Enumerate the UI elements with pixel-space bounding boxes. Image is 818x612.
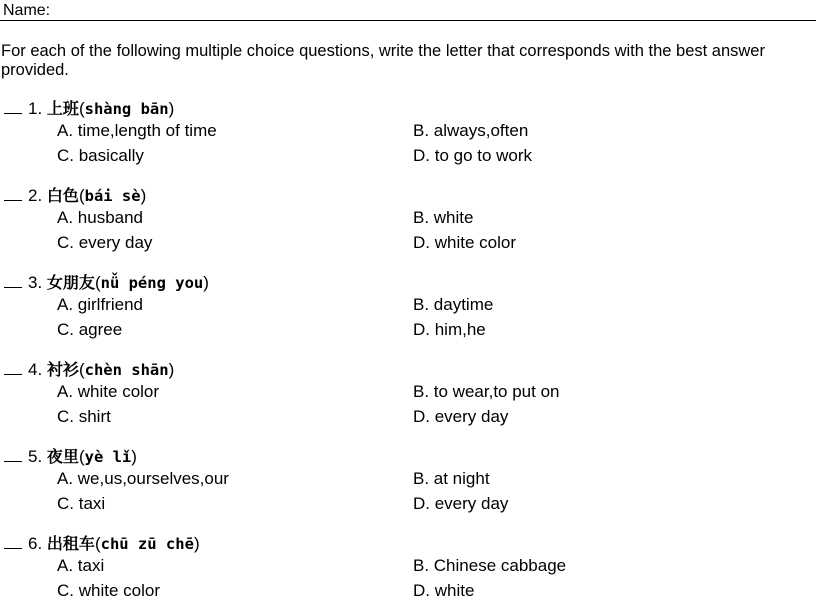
question-pinyin: bái sè bbox=[84, 187, 141, 205]
option-b: B. Chinese cabbage bbox=[413, 556, 567, 575]
answer-blank[interactable] bbox=[4, 358, 22, 375]
option-d: D. him,he bbox=[413, 320, 486, 339]
question-2 bbox=[0, 184, 818, 264]
question-prompt: 4. 衬衫(chèn shān) bbox=[4, 358, 174, 381]
question-number: 6. bbox=[28, 534, 43, 553]
question-hanzi: 夜里 bbox=[46, 447, 79, 466]
option-c: C. agree bbox=[57, 320, 123, 339]
answer-blank[interactable] bbox=[4, 184, 22, 201]
option-a: A. girlfriend bbox=[57, 295, 143, 314]
answer-blank[interactable] bbox=[4, 532, 22, 549]
question-hanzi: 衬衫 bbox=[46, 360, 79, 379]
question-hanzi: 女朋友 bbox=[46, 273, 95, 292]
question-prompt: 3. 女朋友(nǚ péng you) bbox=[4, 271, 209, 294]
option-d: D. white color bbox=[413, 233, 516, 252]
question-prompt: 1. 上班(shàng bān) bbox=[4, 97, 174, 120]
question-pinyin: shàng bān bbox=[84, 100, 169, 118]
question-6 bbox=[0, 532, 818, 612]
option-c: C. taxi bbox=[57, 494, 106, 513]
option-d: D. white bbox=[413, 581, 475, 600]
question-4 bbox=[0, 358, 818, 438]
question-number: 2. bbox=[28, 186, 43, 205]
name-field-line bbox=[0, 0, 816, 21]
option-b: B. daytime bbox=[413, 295, 494, 314]
option-c: C. white color bbox=[57, 581, 160, 600]
question-number: 4. bbox=[28, 360, 43, 379]
question-pinyin: chū zū chē bbox=[100, 535, 194, 553]
option-d: D. every day bbox=[413, 494, 509, 513]
answer-blank[interactable] bbox=[4, 445, 22, 462]
option-d: D. every day bbox=[413, 407, 509, 426]
question-pinyin: nǚ péng you bbox=[100, 274, 204, 292]
instructions-text: For each of the following multiple choice questions, write the letter that corresponds with the best answer provided. bbox=[1, 42, 765, 79]
option-a: A. husband bbox=[57, 208, 144, 227]
question-hanzi: 上班 bbox=[46, 99, 79, 118]
option-c: C. basically bbox=[57, 146, 144, 165]
option-a: A. we,us,ourselves,our bbox=[57, 469, 229, 488]
question-number: 1. bbox=[28, 99, 43, 118]
question-pinyin: yè lǐ bbox=[84, 448, 132, 466]
option-a: A. white color bbox=[57, 382, 160, 401]
question-3 bbox=[0, 271, 818, 351]
answer-blank[interactable] bbox=[4, 97, 22, 114]
option-b: B. white bbox=[413, 208, 474, 227]
question-prompt: 5. 夜里(yè lǐ) bbox=[4, 445, 137, 468]
question-number: 5. bbox=[28, 447, 43, 466]
option-b: B. to wear,to put on bbox=[413, 382, 560, 401]
name-label: Name: bbox=[3, 2, 51, 19]
question-pinyin: chèn shān bbox=[84, 361, 169, 379]
option-b: B. always,often bbox=[413, 121, 529, 140]
question-prompt: 6. 出租车(chū zū chē) bbox=[4, 532, 200, 555]
option-a: A. time,length of time bbox=[57, 121, 217, 140]
option-d: D. to go to work bbox=[413, 146, 533, 165]
question-1 bbox=[0, 97, 818, 177]
question-prompt: 2. 白色(bái sè) bbox=[4, 184, 146, 207]
option-c: C. every day bbox=[57, 233, 153, 252]
question-hanzi: 白色 bbox=[46, 186, 79, 205]
question-number: 3. bbox=[28, 273, 43, 292]
option-c: C. shirt bbox=[57, 407, 111, 426]
question-hanzi: 出租车 bbox=[46, 534, 95, 553]
option-a: A. taxi bbox=[57, 556, 105, 575]
question-5 bbox=[0, 445, 818, 525]
answer-blank[interactable] bbox=[4, 271, 22, 288]
option-b: B. at night bbox=[413, 469, 490, 488]
